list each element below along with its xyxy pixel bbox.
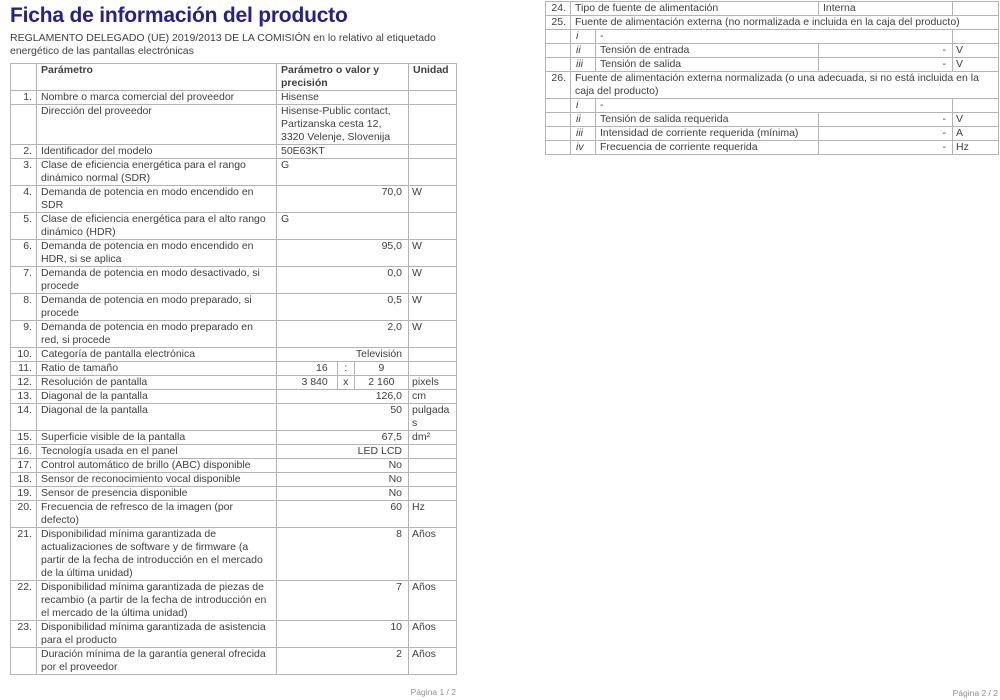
param-label: Fuente de alimentación externa normalizada (o una adecuada, si no está incluida en la caja del producto) — [571, 72, 999, 99]
row-number: 21. — [11, 528, 37, 581]
unit-label: V — [953, 113, 999, 127]
unit-label — [409, 362, 457, 376]
param-label: Sensor de presencia disponible — [37, 487, 277, 501]
table-row — [546, 30, 999, 44]
table-row — [11, 159, 457, 186]
param-value: Televisión — [277, 348, 409, 362]
power-table-body — [546, 2, 999, 155]
row-number: 26. — [546, 72, 571, 99]
unit-label: V — [953, 58, 999, 72]
unit-label: pulgadas — [409, 404, 457, 431]
unit-label — [409, 348, 457, 362]
power-table — [545, 1, 999, 155]
table-row — [11, 431, 457, 445]
param-value: Hisense — [277, 91, 409, 105]
param-value: 70,0 — [277, 186, 409, 213]
param-value: - — [819, 127, 953, 141]
param-value: G — [277, 159, 409, 186]
split-value-left: 3 840 — [301, 376, 328, 388]
row-number: 7. — [11, 267, 37, 294]
document-page-1 — [10, 3, 456, 675]
column-header-unit: Unidad — [409, 64, 457, 91]
row-number: 8. — [11, 294, 37, 321]
param-label: Diagonal de la pantalla — [37, 390, 277, 404]
row-number — [546, 127, 571, 141]
unit-label: W — [409, 321, 457, 348]
table-row — [11, 459, 457, 473]
row-number: 23. — [11, 621, 37, 648]
unit-label — [409, 459, 457, 473]
param-value: 95,0 — [277, 240, 409, 267]
param-label: Nombre o marca comercial del proveedor — [37, 91, 277, 105]
table-row — [546, 99, 999, 113]
sub-index: i — [571, 99, 596, 113]
row-number: 1. — [11, 91, 37, 105]
param-label: Sensor de reconocimiento vocal disponible — [37, 473, 277, 487]
table-row — [11, 528, 457, 581]
table-row — [11, 186, 457, 213]
param-value: 126,0 — [277, 390, 409, 404]
product-table-body — [11, 91, 457, 675]
unit-label: Hz — [953, 141, 999, 155]
table-row — [11, 390, 457, 404]
table-row — [11, 213, 457, 240]
unit-label — [409, 487, 457, 501]
sub-index: ii — [571, 113, 596, 127]
table-row — [11, 473, 457, 487]
param-label: Diagonal de la pantalla — [37, 404, 277, 431]
unit-label: W — [409, 186, 457, 213]
param-value: G — [277, 213, 409, 240]
table-row — [11, 487, 457, 501]
param-label: Demanda de potencia en modo encendido en SDR — [37, 186, 277, 213]
param-label: Control automático de brillo (ABC) disponible — [37, 459, 277, 473]
param-value: - — [819, 141, 953, 155]
table-row — [546, 127, 999, 141]
table-row — [11, 240, 457, 267]
param-label: Demanda de potencia en modo preparado, si procede — [37, 294, 277, 321]
param-value: 50 — [277, 404, 409, 431]
table-row — [11, 445, 457, 459]
row-number: 11. — [11, 362, 37, 376]
param-value: 2,0 — [277, 321, 409, 348]
param-label: Tensión de salida — [596, 58, 819, 72]
sub-index: ii — [571, 44, 596, 58]
table-row — [546, 58, 999, 72]
page-footer-1: Página 1 / 2 — [410, 687, 456, 697]
unit-label — [409, 159, 457, 186]
table-row — [11, 321, 457, 348]
param-label: Demanda de potencia en modo encendido en HDR, si se aplica — [37, 240, 277, 267]
table-row — [546, 113, 999, 127]
row-number: 4. — [11, 186, 37, 213]
sub-index: i — [571, 30, 596, 44]
table-row — [11, 501, 457, 528]
unit-label: W — [409, 240, 457, 267]
row-number: 14. — [11, 404, 37, 431]
param-value: - — [596, 30, 953, 44]
param-value: - — [819, 58, 953, 72]
row-number — [11, 105, 37, 145]
param-value: 67,5 — [277, 431, 409, 445]
row-number — [546, 58, 571, 72]
param-value: 50E63KT — [277, 145, 409, 159]
table-row — [11, 145, 457, 159]
row-number: 25. — [546, 16, 571, 30]
sub-index: iii — [571, 127, 596, 141]
column-header-value: Parámetro o valor y precisión — [277, 64, 409, 91]
param-value: Hisense-Public contact, Partizanska cesta 12, 3320 Velenje, Slovenija — [277, 105, 409, 145]
param-label: Ratio de tamaño — [37, 362, 277, 376]
param-label: Disponibilidad mínima garantizada de asistencia para el producto — [37, 621, 277, 648]
column-header-empty — [11, 64, 37, 91]
unit-label — [953, 2, 999, 16]
header-row — [11, 64, 457, 91]
row-number: 18. — [11, 473, 37, 487]
row-number: 9. — [11, 321, 37, 348]
table-row — [546, 2, 999, 16]
row-number: 15. — [11, 431, 37, 445]
param-label: Disponibilidad mínima garantizada de piezas de recambio (a partir de la fecha de introducción en el mercado de la última unidad) — [37, 581, 277, 621]
unit-label: Años — [409, 648, 457, 675]
row-number: 16. — [11, 445, 37, 459]
unit-label — [953, 99, 999, 113]
param-label: Duración mínima de la garantía general ofrecida por el proveedor — [37, 648, 277, 675]
split-separator: : — [337, 362, 355, 375]
unit-label — [409, 213, 457, 240]
unit-label: Hz — [409, 501, 457, 528]
table-row — [546, 72, 999, 99]
param-value: 7 — [277, 581, 409, 621]
param-label: Fuente de alimentación externa (no normalizada e incluida en la caja del producto) — [571, 16, 999, 30]
unit-label: pixels — [409, 376, 457, 390]
param-value: 60 — [277, 501, 409, 528]
param-value: 2 — [277, 648, 409, 675]
param-label: Tensión de entrada — [596, 44, 819, 58]
param-value: No — [277, 473, 409, 487]
table-row — [11, 348, 457, 362]
table-row — [11, 267, 457, 294]
param-label: Intensidad de corriente requerida (mínima) — [596, 127, 819, 141]
row-number: 17. — [11, 459, 37, 473]
split-value-right: 9 — [378, 362, 385, 374]
unit-label: A — [953, 127, 999, 141]
param-label: Frecuencia de corriente requerida — [596, 141, 819, 155]
param-label: Tipo de fuente de alimentación — [571, 2, 819, 16]
row-number: 10. — [11, 348, 37, 362]
unit-label: V — [953, 44, 999, 58]
page-subtitle: REGLAMENTO DELEGADO (UE) 2019/2013 DE LA COMISIÓN en lo relativo al etiquetado energético de las pantallas electrónicas — [10, 32, 436, 57]
sub-index: iv — [571, 141, 596, 155]
row-number: 13. — [11, 390, 37, 404]
row-number — [546, 113, 571, 127]
param-value — [277, 376, 409, 390]
table-row — [11, 105, 457, 145]
row-number: 6. — [11, 240, 37, 267]
param-label: Frecuencia de refresco de la imagen (por defecto) — [37, 501, 277, 528]
param-value: - — [819, 113, 953, 127]
param-value: - — [596, 99, 953, 113]
product-table — [10, 63, 457, 675]
param-value: LED LCD — [277, 445, 409, 459]
param-label: Dirección del proveedor — [37, 105, 277, 145]
split-separator: x — [337, 376, 355, 389]
row-number — [546, 99, 571, 113]
table-row — [546, 44, 999, 58]
row-number: 22. — [11, 581, 37, 621]
row-number — [546, 44, 571, 58]
unit-label — [409, 91, 457, 105]
unit-label — [409, 445, 457, 459]
table-row — [11, 621, 457, 648]
param-value: 10 — [277, 621, 409, 648]
table-row — [11, 91, 457, 105]
param-value: No — [277, 487, 409, 501]
table-row — [11, 294, 457, 321]
row-number: 20. — [11, 501, 37, 528]
unit-label: cm — [409, 390, 457, 404]
unit-label: Años — [409, 621, 457, 648]
unit-label: Años — [409, 528, 457, 581]
param-value: 8 — [277, 528, 409, 581]
param-value: - — [819, 44, 953, 58]
row-number — [11, 648, 37, 675]
param-label: Tecnología usada en el panel — [37, 445, 277, 459]
row-number: 24. — [546, 2, 571, 16]
param-label: Tensión de salida requerida — [596, 113, 819, 127]
table-row — [11, 376, 457, 390]
row-number — [546, 141, 571, 155]
param-value: No — [277, 459, 409, 473]
row-number — [546, 30, 571, 44]
unit-label: W — [409, 294, 457, 321]
unit-label: dm² — [409, 431, 457, 445]
table-row — [11, 362, 457, 376]
unit-label — [409, 473, 457, 487]
row-number: 12. — [11, 376, 37, 390]
split-value-left: 16 — [316, 362, 328, 374]
param-label: Superficie visible de la pantalla — [37, 431, 277, 445]
table-row — [11, 404, 457, 431]
param-label: Resolución de pantalla — [37, 376, 277, 390]
table-row — [546, 141, 999, 155]
param-label: Demanda de potencia en modo desactivado, si procede — [37, 267, 277, 294]
row-number: 5. — [11, 213, 37, 240]
unit-label — [409, 145, 457, 159]
unit-label: W — [409, 267, 457, 294]
page-footer-2: Página 2 / 2 — [952, 688, 998, 698]
unit-label: Años — [409, 581, 457, 621]
param-value: 0,5 — [277, 294, 409, 321]
param-label: Clase de eficiencia energética para el rango dinámico normal (SDR) — [37, 159, 277, 186]
param-value: Interna — [819, 2, 953, 16]
split-value-right: 2 160 — [368, 376, 395, 388]
row-number: 2. — [11, 145, 37, 159]
param-value — [277, 362, 409, 376]
page-title: Ficha de información del producto — [10, 4, 348, 27]
product-table-header — [11, 64, 457, 91]
param-value: 0,0 — [277, 267, 409, 294]
param-label: Clase de eficiencia energética para el alto rango dinámico (HDR) — [37, 213, 277, 240]
param-label: Disponibilidad mínima garantizada de actualizaciones de software y de firmware (a partir de la fecha de introducción en el mercado de la última unidad) — [37, 528, 277, 581]
param-label: Identificador del modelo — [37, 145, 277, 159]
table-row — [11, 581, 457, 621]
row-number: 3. — [11, 159, 37, 186]
table-row — [546, 16, 999, 30]
unit-label — [953, 30, 999, 44]
column-header-param: Parámetro — [37, 64, 277, 91]
sub-index: iii — [571, 58, 596, 72]
row-number: 19. — [11, 487, 37, 501]
unit-label — [409, 105, 457, 145]
table-row — [11, 648, 457, 675]
param-label: Categoría de pantalla electrónica — [37, 348, 277, 362]
param-label: Demanda de potencia en modo preparado en red, si procede — [37, 321, 277, 348]
